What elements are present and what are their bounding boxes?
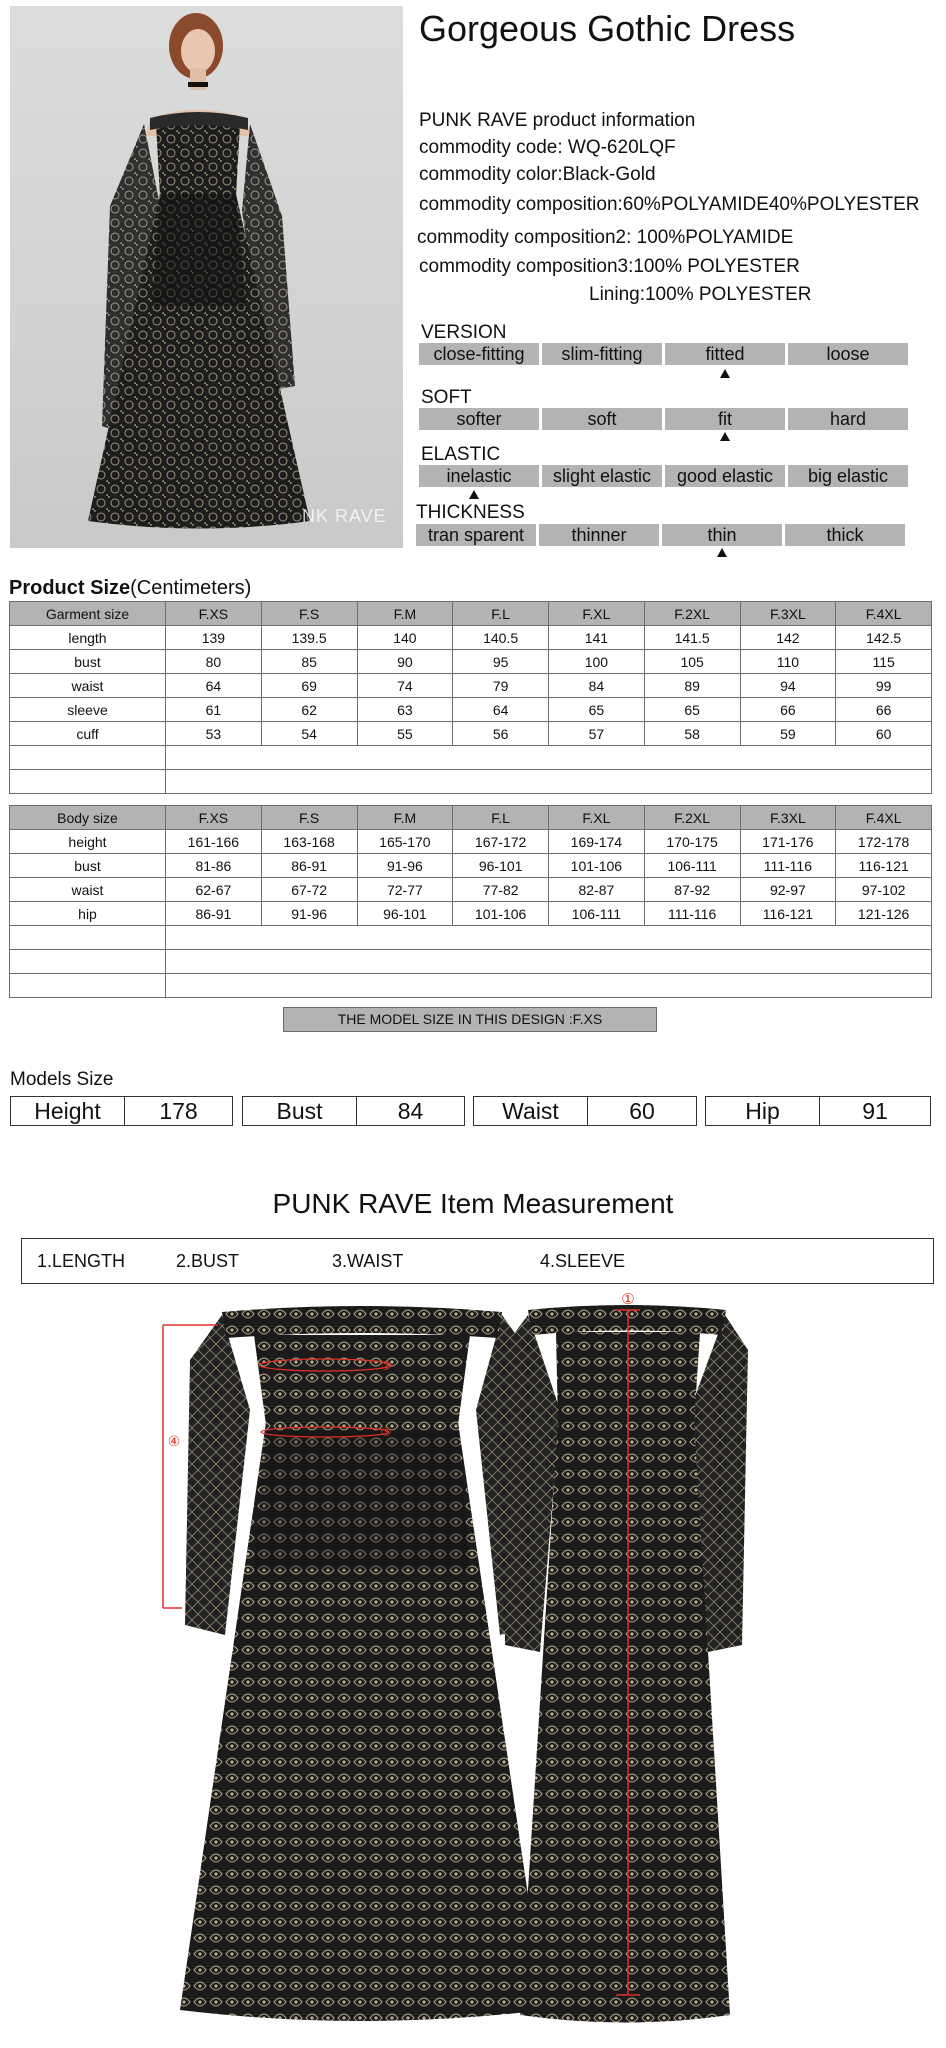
version-option: loose [788, 343, 908, 365]
empty-cell [10, 926, 166, 950]
table-header-cell: F.XS [166, 806, 262, 830]
model-measure-value: 91 [862, 1098, 888, 1124]
table-header-cell: F.S [261, 602, 357, 626]
table-cell: 116-121 [740, 902, 836, 926]
table-row [10, 722, 932, 746]
empty-cell [10, 770, 166, 794]
table-cell: 61 [166, 698, 262, 722]
product-size-heading-unit: (Centimeters) [130, 577, 252, 599]
table-row [10, 650, 932, 674]
table-cell: 139.5 [261, 626, 357, 650]
table-cell: 141 [549, 626, 645, 650]
table-cell: 97-102 [836, 878, 932, 902]
table-row [10, 626, 932, 650]
table-cell: 63 [357, 698, 453, 722]
commodity-composition-3: commodity composition3:100% POLYESTER [419, 256, 800, 277]
table-cell: 86-91 [261, 854, 357, 878]
table-cell: 59 [740, 722, 836, 746]
table-row [10, 854, 932, 878]
table-header-cell: F.XL [549, 806, 645, 830]
product-title: Gorgeous Gothic Dress [419, 8, 796, 49]
bust-marker-icon: ② [380, 1359, 392, 1373]
table-cell: 142 [740, 626, 836, 650]
back-dress-illustration [502, 1305, 748, 2023]
elastic-label: ELASTIC [421, 444, 501, 465]
model-measure-key: Hip [706, 1097, 820, 1125]
table-cell: 66 [740, 698, 836, 722]
table-cell: 57 [549, 722, 645, 746]
table-cell: 110 [740, 650, 836, 674]
table-cell: 84 [549, 674, 645, 698]
table-header-cell: F.XL [549, 602, 645, 626]
empty-table-row [10, 770, 932, 794]
table-cell: 116-121 [836, 854, 932, 878]
front-dress-illustration [180, 1306, 545, 2021]
table-header-cell: F.XS [166, 602, 262, 626]
table-row [10, 902, 932, 926]
table-cell: 72-77 [357, 878, 453, 902]
table-row [10, 698, 932, 722]
table-cell: 89 [644, 674, 740, 698]
empty-cell [10, 950, 166, 974]
empty-cell [10, 746, 166, 770]
measurement-item: 1.LENGTH [37, 1251, 126, 1271]
elastic-indicator-icon [469, 490, 479, 499]
model-measure-height [10, 1096, 233, 1126]
sleeve-marker-icon: ④ [167, 1434, 181, 1450]
table-row-label: cuff [10, 722, 166, 746]
measurement-item: 2.BUST [176, 1251, 240, 1271]
table-cell: 53 [166, 722, 262, 746]
measurement-item: 4.SLEEVE [540, 1251, 626, 1271]
table-cell: 81-86 [166, 854, 262, 878]
measurement-item: 3.WAIST [332, 1251, 404, 1271]
table-cell: 62 [261, 698, 357, 722]
table-cell: 62-67 [166, 878, 262, 902]
model-measure-key: Bust [243, 1097, 357, 1125]
empty-cell [166, 926, 932, 950]
elastic-option: big elastic [788, 465, 908, 487]
garment-size-body [10, 626, 932, 794]
table-cell: 161-166 [166, 830, 262, 854]
table-cell: 92-97 [740, 878, 836, 902]
table-cell: 85 [261, 650, 357, 674]
table-cell: 142.5 [836, 626, 932, 650]
soft-option: softer [419, 408, 539, 430]
model-photo [10, 6, 403, 548]
garment-size-table [9, 601, 932, 794]
table-row-label: sleeve [10, 698, 166, 722]
measurement-legend [21, 1238, 934, 1284]
table-cell: 58 [644, 722, 740, 746]
model-illustration [10, 6, 403, 548]
empty-cell [10, 974, 166, 998]
table-cell: 65 [549, 698, 645, 722]
table-cell: 74 [357, 674, 453, 698]
table-cell: 106-111 [549, 902, 645, 926]
table-header-cell: Garment size [10, 602, 166, 626]
table-cell: 121-126 [836, 902, 932, 926]
table-row-label: waist [10, 878, 166, 902]
waist-marker-icon: ③ [380, 1425, 392, 1439]
thickness-option-selected: thin [662, 524, 782, 546]
product-size-heading-bold: Product Size [9, 577, 131, 599]
empty-table-row [10, 926, 932, 950]
empty-cell [166, 950, 932, 974]
table-cell: 67-72 [261, 878, 357, 902]
table-row-label: hip [10, 902, 166, 926]
empty-table-row [10, 746, 932, 770]
version-option: close-fitting [419, 343, 539, 365]
empty-cell [166, 974, 932, 998]
version-indicator-icon [720, 369, 730, 378]
table-row-label: bust [10, 650, 166, 674]
elastic-option: slight elastic [542, 465, 662, 487]
table-cell: 171-176 [740, 830, 836, 854]
table-cell: 96-101 [453, 854, 549, 878]
table-cell: 91-96 [357, 854, 453, 878]
version-label: VERSION [421, 322, 507, 343]
table-cell: 69 [261, 674, 357, 698]
soft-label: SOFT [421, 387, 472, 408]
soft-option: soft [542, 408, 662, 430]
table-row-label: height [10, 830, 166, 854]
commodity-composition-2: commodity composition2: 100%POLYAMIDE [417, 227, 794, 248]
dress-measurement-diagram [0, 1290, 946, 2030]
table-row [10, 674, 932, 698]
table-cell: 95 [453, 650, 549, 674]
table-cell: 106-111 [644, 854, 740, 878]
table-cell: 105 [644, 650, 740, 674]
table-cell: 79 [453, 674, 549, 698]
thickness-indicator-icon [717, 548, 727, 557]
table-cell: 140.5 [453, 626, 549, 650]
info-heading: PUNK RAVE product information [419, 110, 696, 131]
table-cell: 54 [261, 722, 357, 746]
table-cell: 77-82 [453, 878, 549, 902]
commodity-code: commodity code: WQ-620LQF [419, 137, 676, 158]
table-cell: 82-87 [549, 878, 645, 902]
table-header-cell: F.4XL [836, 806, 932, 830]
table-row-label: length [10, 626, 166, 650]
table-cell: 55 [357, 722, 453, 746]
commodity-composition: commodity composition:60%POLYAMIDE40%POLYESTER [419, 194, 920, 215]
model-measure-waist [473, 1096, 697, 1126]
table-cell: 100 [549, 650, 645, 674]
table-cell: 64 [166, 674, 262, 698]
model-measure-bust [242, 1096, 465, 1126]
model-measure-hip [705, 1096, 931, 1126]
table-header-cell: F.L [453, 602, 549, 626]
table-cell: 101-106 [549, 854, 645, 878]
body-size-table [9, 805, 932, 998]
table-cell: 65 [644, 698, 740, 722]
thickness-label: THICKNESS [416, 502, 525, 523]
table-header-cell: F.2XL [644, 602, 740, 626]
table-cell: 111-116 [740, 854, 836, 878]
thickness-option: thick [785, 524, 905, 546]
table-header-cell: Body size [10, 806, 166, 830]
table-cell: 60 [836, 722, 932, 746]
table-cell: 64 [453, 698, 549, 722]
empty-table-row [10, 950, 932, 974]
table-header-cell: F.3XL [740, 806, 836, 830]
table-cell: 87-92 [644, 878, 740, 902]
table-header-cell: F.2XL [644, 806, 740, 830]
table-cell: 163-168 [261, 830, 357, 854]
model-measure-value: 178 [159, 1098, 198, 1124]
table-cell: 80 [166, 650, 262, 674]
table-cell: 139 [166, 626, 262, 650]
model-measure-key: Height [11, 1097, 125, 1125]
model-size-note: THE MODEL SIZE IN THIS DESIGN :F.XS [283, 1007, 657, 1032]
table-cell: 172-178 [836, 830, 932, 854]
version-option: slim-fitting [542, 343, 662, 365]
table-row-label: waist [10, 674, 166, 698]
table-row [10, 830, 932, 854]
table-cell: 115 [836, 650, 932, 674]
table-row-label: bust [10, 854, 166, 878]
table-header-cell: F.M [357, 602, 453, 626]
table-header-cell: F.L [453, 806, 549, 830]
thickness-option: tran sparent [416, 524, 536, 546]
table-row [10, 878, 932, 902]
table-cell: 90 [357, 650, 453, 674]
elastic-option-selected: inelastic [419, 465, 539, 487]
table-cell: 169-174 [549, 830, 645, 854]
measurement-title: PUNK RAVE Item Measurement [272, 1188, 674, 1219]
table-cell: 141.5 [644, 626, 740, 650]
watermark-text: NK RAVE [302, 506, 387, 526]
table-cell: 99 [836, 674, 932, 698]
table-cell: 111-116 [644, 902, 740, 926]
soft-indicator-icon [720, 432, 730, 441]
commodity-color: commodity color:Black-Gold [419, 164, 656, 185]
product-size-heading [9, 577, 251, 600]
table-header-cell: F.S [261, 806, 357, 830]
body-size-body [10, 830, 932, 998]
empty-cell [166, 746, 932, 770]
soft-option: hard [788, 408, 908, 430]
soft-option-selected: fit [665, 408, 785, 430]
table-cell: 66 [836, 698, 932, 722]
empty-table-row [10, 974, 932, 998]
table-cell: 165-170 [357, 830, 453, 854]
table-header-row [10, 602, 932, 626]
table-cell: 94 [740, 674, 836, 698]
length-marker-icon: ① [621, 1290, 635, 1308]
table-header-cell: F.3XL [740, 602, 836, 626]
empty-cell [166, 770, 932, 794]
model-measure-key: Waist [474, 1097, 588, 1125]
table-cell: 86-91 [166, 902, 262, 926]
table-cell: 140 [357, 626, 453, 650]
table-header-cell: F.M [357, 806, 453, 830]
elastic-option: good elastic [665, 465, 785, 487]
lining: Lining:100% POLYESTER [589, 284, 812, 305]
table-header-row [10, 806, 932, 830]
table-cell: 56 [453, 722, 549, 746]
table-header-cell: F.4XL [836, 602, 932, 626]
table-cell: 96-101 [357, 902, 453, 926]
table-cell: 101-106 [453, 902, 549, 926]
table-cell: 170-175 [644, 830, 740, 854]
model-measure-value: 60 [629, 1098, 655, 1124]
thickness-option: thinner [539, 524, 659, 546]
table-cell: 167-172 [453, 830, 549, 854]
version-option-selected: fitted [665, 343, 785, 365]
table-cell: 91-96 [261, 902, 357, 926]
models-size-title: Models Size [10, 1069, 114, 1090]
model-measure-value: 84 [397, 1098, 424, 1124]
